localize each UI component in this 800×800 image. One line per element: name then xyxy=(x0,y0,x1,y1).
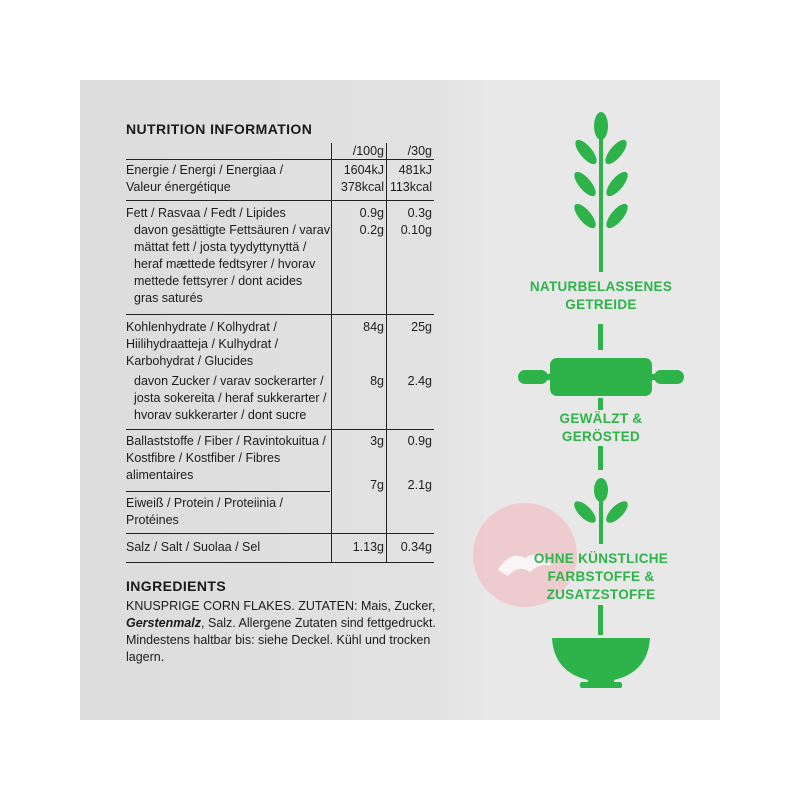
energy-kj-30g: 481kJ xyxy=(398,163,432,177)
row-divider xyxy=(126,200,434,201)
energy-kj-100g: 1604kJ xyxy=(343,163,384,177)
header-divider xyxy=(126,159,434,160)
connector-line xyxy=(598,324,603,350)
salt-30g: 0.34g xyxy=(400,540,432,554)
ingredients-text xyxy=(126,598,466,666)
ingredients-line: Mindestens haltbar bis: siehe Deckel. Kühl und trocken xyxy=(126,633,431,647)
carbohydrate-30g: 25g xyxy=(411,320,432,334)
claim-natural-grain: NATURBELASSENES GETREIDE xyxy=(529,279,673,312)
energy-kcal-100g: 378kcal xyxy=(340,180,384,194)
fat-label: Fett / Rasvaa / Fedt / Lipides xyxy=(126,206,286,220)
connector-line xyxy=(598,446,603,470)
saturates-label: mettede fettsyrer / dont acides xyxy=(134,274,303,288)
saturates-30g: 0.10g xyxy=(400,223,432,237)
claim-rolled-toasted: GEWÄLZT & GERÖSTED xyxy=(559,411,643,444)
fibre-label: Kostfibre / Kostfiber / Fibres xyxy=(126,451,281,465)
ingredients-line: lagern. xyxy=(126,650,165,664)
allergen-bold: Gerstenmalz xyxy=(126,616,202,630)
sprout-icon xyxy=(566,478,636,544)
column-divider-1 xyxy=(331,143,332,563)
fibre-label: alimentaires xyxy=(126,468,194,482)
connector-line xyxy=(598,398,603,410)
sugars-30g: 2.4g xyxy=(407,374,432,388)
row-divider xyxy=(126,533,434,534)
sugars-label: davon Zucker / varav sockerarter / xyxy=(134,374,324,388)
row-divider xyxy=(126,491,330,492)
bowl-icon xyxy=(552,634,650,690)
row-divider xyxy=(126,429,434,430)
sugars-100g: 8g xyxy=(370,374,384,388)
sugars-label: josta sokereita / heraf sukkerarter / xyxy=(134,391,327,405)
row-divider xyxy=(126,314,434,315)
saturates-label: gras saturés xyxy=(134,291,203,305)
saturates-label: heraf mættede fedtsyrer / hvorav xyxy=(134,257,316,271)
nutrition-heading: NUTRITION INFORMATION xyxy=(126,121,313,137)
column-divider-2 xyxy=(386,143,387,563)
carbohydrate-100g: 84g xyxy=(363,320,384,334)
saturates-label: davon gesättigte Fettsäuren / varav xyxy=(134,223,330,237)
connector-line xyxy=(598,605,603,635)
sugars-label: hvorav sukkerarter / dont sucre xyxy=(134,408,307,422)
protein-label: Protéines xyxy=(126,513,179,527)
protein-label: Eiweiß / Protein / Proteiinia / xyxy=(126,496,284,510)
protein-100g: 7g xyxy=(370,478,384,492)
carbohydrate-label: Kohlenhydrate / Kolhydrat / xyxy=(126,320,277,334)
rolling-pin-icon xyxy=(518,358,684,396)
saturates-label: mättat fett / josta tyydyttynyttä / xyxy=(134,240,307,254)
wheat-icon xyxy=(566,112,636,272)
fibre-label: Ballaststoffe / Fiber / Ravintokuitua / xyxy=(126,434,326,448)
fibre-30g: 0.9g xyxy=(407,434,432,448)
carbohydrate-label: Karbohydrat / Glucides xyxy=(126,354,254,368)
saturates-100g: 0.2g xyxy=(359,223,384,237)
column-header-100g: /100g xyxy=(352,144,384,158)
ingredients-heading: INGREDIENTS xyxy=(126,578,227,594)
energy-label-fr: Valeur énergétique xyxy=(126,180,231,194)
energy-kcal-30g: 113kcal xyxy=(389,180,432,194)
ingredients-line: Gerstenmalz, Salz. Allergene Zutaten sind fettgedruckt. xyxy=(126,616,436,630)
fibre-100g: 3g xyxy=(370,434,384,448)
table-bottom-border xyxy=(126,562,434,563)
ingredients-line: KNUSPRIGE CORN FLAKES. ZUTATEN: Mais, Zucker, xyxy=(126,599,436,613)
column-header-30g: /30g xyxy=(407,144,432,158)
carbohydrate-label: Hiilihydraatteja / Kulhydrat / xyxy=(126,337,279,351)
fat-30g: 0.3g xyxy=(407,206,432,220)
energy-label: Energie / Energi / Energiaa / xyxy=(126,163,284,177)
fat-100g: 0.9g xyxy=(359,206,384,220)
claim-no-additives: OHNE KÜNSTLICHE FARBSTOFFE & ZUSATZSTOFFE xyxy=(533,551,669,602)
salt-label: Salz / Salt / Suolaa / Sel xyxy=(126,540,261,554)
salt-100g: 1.13g xyxy=(352,540,384,554)
protein-30g: 2.1g xyxy=(407,478,432,492)
